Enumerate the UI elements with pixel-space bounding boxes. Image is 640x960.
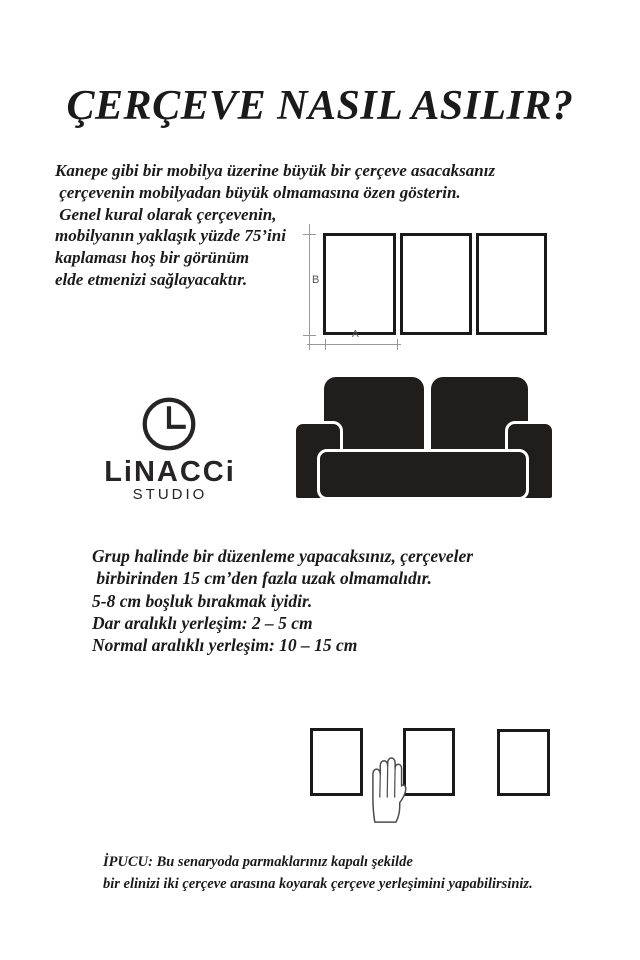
rules-line-1: Grup halinde bir düzenleme yapacaksınız, çerçeveler — [92, 546, 474, 566]
rules-line-2: birbirinden 15 cm’den fazla uzak olmamalıdır. — [92, 568, 432, 589]
spacing-rules-paragraph — [92, 545, 473, 656]
studio-logo — [95, 390, 245, 508]
sofa-seat — [317, 449, 529, 500]
clock-icon — [141, 396, 197, 452]
intro-line-6: elde etmenizi sağlayacaktır. — [55, 269, 248, 289]
diagram-frame-3 — [476, 233, 547, 335]
hand-diagram-frame-2 — [403, 728, 455, 796]
width-dimension-tick-right — [397, 339, 398, 350]
intro-line-1: Kanepe gibi bir mobilya üzerine büyük bir çerçeve asacaksanız — [55, 161, 496, 180]
width-dimension-label: A — [352, 329, 359, 340]
hand-icon — [360, 749, 408, 823]
tip-line-2: bir elinizi iki çerçeve arasına koyarak çerçeve yerleşimini yapabilirsiniz. — [103, 876, 533, 892]
rules-line-5: Normal aralıklı yerleşim: 10 – 15 cm — [92, 635, 358, 656]
tip-paragraph — [103, 851, 533, 895]
diagram-frame-2 — [400, 233, 472, 335]
diagram-frame-1 — [323, 233, 396, 335]
height-dimension-tick-bottom — [303, 335, 316, 336]
hand-diagram-frame-3 — [497, 729, 550, 796]
sofa-illustration — [295, 377, 557, 501]
tip-line-1: İPUCU: Bu senaryoda parmaklarınız kapalı şekilde — [103, 854, 413, 870]
intro-line-2: çerçevenin mobilyadan büyük olmamasına özen gösterin. — [55, 182, 461, 202]
intro-line-5: kaplaması hoş bir görünüm — [55, 248, 250, 268]
logo-wordmark: LiNACCi — [104, 456, 236, 488]
width-dimension-tick-left — [325, 339, 326, 350]
intro-line-4: mobilyanın yaklaşık yüzde 75’ini — [55, 226, 286, 246]
width-dimension-line — [307, 344, 401, 345]
height-dimension-label: B — [312, 274, 320, 286]
rules-line-4: Dar aralıklı yerleşim: 2 – 5 cm — [92, 612, 313, 633]
intro-line-3: Genel kural olarak çerçevenin, — [55, 204, 277, 224]
logo-subtitle: STUDIO — [132, 486, 208, 503]
height-dimension-line — [309, 224, 310, 350]
rules-line-3: 5-8 cm boşluk bırakmak iyidir. — [92, 590, 313, 611]
page-title: ÇERÇEVE NASIL ASILIR? — [66, 83, 574, 129]
hand-diagram-frame-1 — [310, 728, 363, 796]
height-dimension-tick-top — [303, 234, 316, 235]
